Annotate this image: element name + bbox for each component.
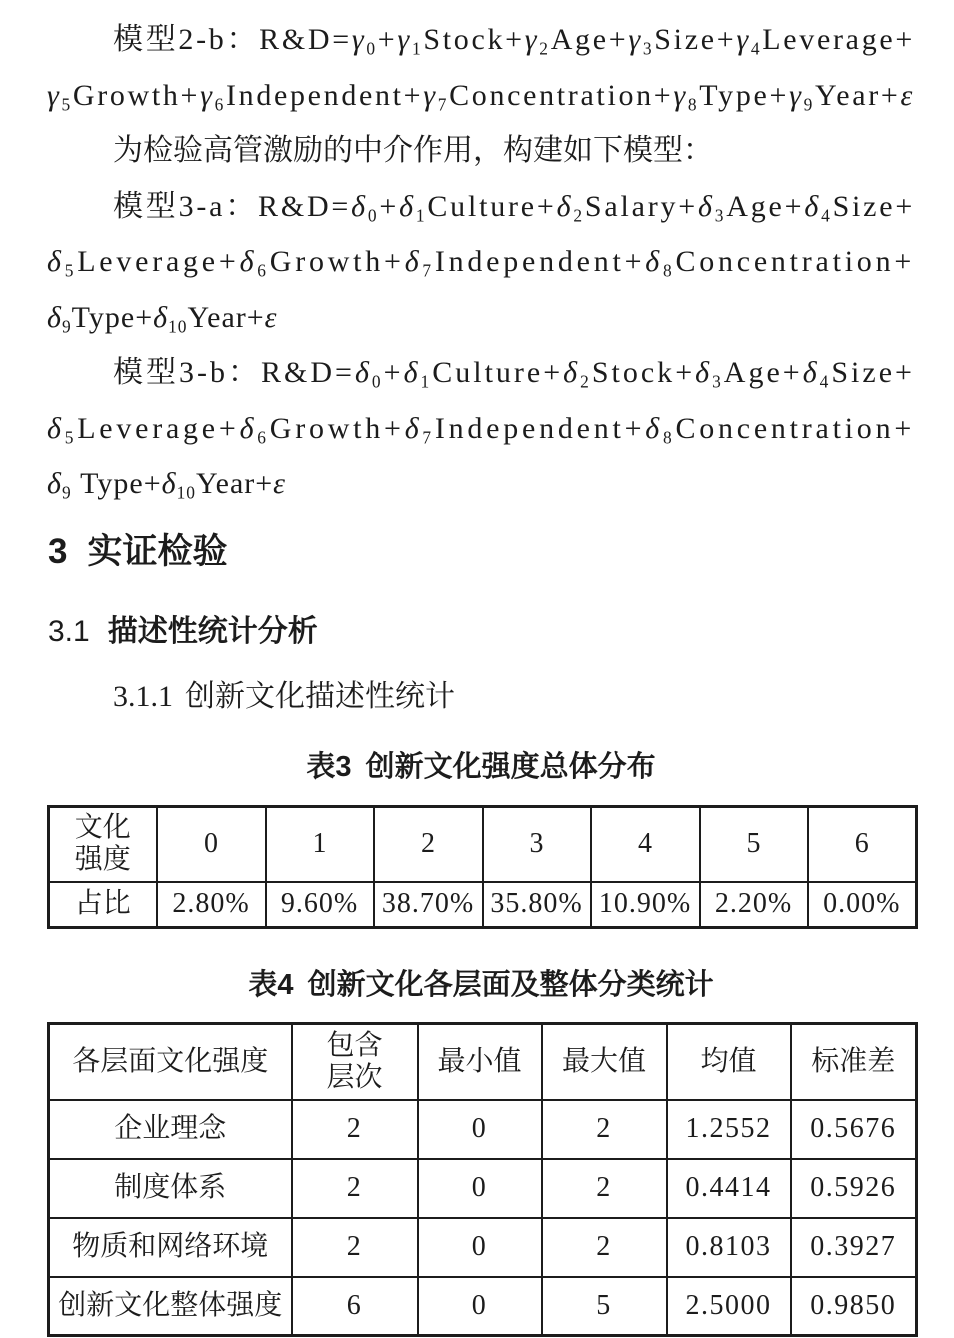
text-line	[47, 290, 915, 346]
strength-level-cell: 2	[374, 807, 483, 882]
text-run: Year+	[814, 78, 901, 112]
greek-symbol: γ	[397, 23, 412, 56]
text-run: Size+	[654, 23, 737, 56]
subscript-index: 2	[580, 371, 592, 392]
text-run: +	[383, 356, 404, 389]
line-content	[113, 12, 915, 68]
levels-cell: 2	[292, 1159, 418, 1218]
subscript-index: 3	[642, 38, 655, 59]
row-header-share: 占比	[49, 882, 157, 928]
subsection-heading	[48, 612, 318, 652]
text-run: Type+	[71, 467, 162, 500]
levels-cell: 6	[292, 1277, 418, 1336]
text-run: Culture+	[432, 356, 564, 389]
text-run: Type+	[699, 78, 790, 112]
text-line	[47, 179, 915, 235]
text-run: Concentration+	[675, 411, 916, 445]
greek-symbol: δ	[697, 189, 715, 223]
greek-symbol: ε	[900, 78, 916, 112]
table3-caption	[47, 747, 915, 787]
table4-caption	[47, 965, 915, 1005]
subscript-index: 7	[437, 94, 450, 115]
greek-symbol: δ	[404, 411, 423, 445]
culture-dimension-statistics-table	[47, 1022, 918, 1337]
mean-cell: 0.8103	[667, 1218, 791, 1277]
table4-label: 表4	[248, 969, 294, 1001]
min-cell: 0	[418, 1277, 542, 1336]
greek-symbol: γ	[628, 23, 643, 56]
greek-symbol: δ	[404, 245, 423, 278]
text-run: Size+	[832, 189, 916, 223]
greek-symbol: δ	[47, 411, 65, 445]
text-line	[47, 401, 915, 457]
subscript-index: 8	[662, 427, 676, 448]
greek-symbol: δ	[351, 189, 368, 223]
strength-level-cell: 1	[266, 807, 374, 882]
subsubsection-title: 创新文化描述性统计	[185, 680, 455, 713]
text-run: Leverage+	[77, 245, 240, 278]
text-run: Growth+	[72, 78, 201, 112]
std-cell: 0.3927	[791, 1218, 917, 1277]
table-row	[49, 1277, 917, 1336]
row-header-culture-strength: 文化 强度	[49, 807, 157, 882]
std-cell: 0.5676	[791, 1100, 917, 1159]
share-value-cell: 10.90%	[591, 882, 700, 928]
greek-symbol: γ	[524, 23, 540, 56]
text-run: Year+	[195, 467, 274, 500]
subscript-index: 7	[422, 260, 435, 281]
strength-level-cell: 3	[483, 807, 591, 882]
subscript-index: 9	[803, 94, 815, 115]
subscript-index: 2	[573, 205, 585, 226]
text-run: Concentration+	[675, 245, 916, 278]
text-run: Leverage+	[762, 23, 916, 56]
text-run: Age+	[723, 356, 803, 389]
line-content	[47, 290, 278, 346]
greek-symbol: γ	[200, 78, 215, 112]
greek-symbol: δ	[563, 356, 581, 389]
subscript-index: 4	[821, 205, 833, 226]
column-header-levels: 包含 层次	[292, 1024, 418, 1100]
subscript-index: 1	[420, 371, 433, 392]
table-header-row	[49, 807, 917, 882]
column-header-mean: 均值	[667, 1024, 791, 1100]
greek-symbol: δ	[403, 356, 421, 389]
std-cell: 0.5926	[791, 1159, 917, 1218]
text-run: 模型3-b：R&D=	[113, 356, 355, 389]
text-run: Size+	[831, 356, 915, 389]
greek-symbol: γ	[351, 23, 367, 56]
section-heading	[48, 530, 227, 574]
text-run: Culture+	[427, 189, 557, 223]
text-run: 模型3-a：R&D=	[113, 189, 352, 223]
line-content	[47, 401, 915, 457]
formula-paragraph	[47, 345, 915, 512]
share-value-cell: 35.80%	[483, 882, 591, 928]
greek-symbol: δ	[47, 467, 62, 500]
text-run: 模型2-b：R&D=	[113, 23, 352, 56]
greek-symbol: δ	[47, 245, 65, 278]
table-row	[49, 1159, 917, 1218]
subscript-index: 3	[714, 205, 727, 226]
text-run: Independent+	[434, 411, 646, 445]
table4-title: 创新文化各层面及整体分类统计	[307, 969, 714, 1001]
text-line	[47, 456, 915, 512]
greek-symbol: δ	[804, 189, 822, 223]
subscript-index: 0	[366, 38, 378, 59]
strength-level-cell: 0	[157, 807, 266, 882]
subscript-index: 10	[176, 482, 196, 503]
formula-paragraph	[47, 179, 915, 346]
subscript-index: 4	[819, 371, 832, 392]
subscript-index: 3	[712, 371, 724, 392]
text-run: Age+	[550, 23, 629, 56]
greek-symbol: δ	[239, 411, 258, 445]
greek-symbol: γ	[47, 78, 62, 112]
dimension-label: 物质和网络环境	[49, 1218, 292, 1277]
greek-symbol: δ	[47, 300, 62, 334]
column-header-std: 标准差	[791, 1024, 917, 1100]
line-content	[47, 456, 286, 512]
text-run: Year+	[187, 300, 265, 334]
share-value-cell: 2.80%	[157, 882, 266, 928]
greek-symbol: δ	[802, 356, 820, 389]
column-header-max: 最大值	[542, 1024, 667, 1100]
max-cell: 2	[542, 1159, 667, 1218]
std-cell: 0.9850	[791, 1277, 917, 1336]
greek-symbol: γ	[789, 78, 804, 112]
levels-cell: 2	[292, 1100, 418, 1159]
subscript-index: 5	[64, 427, 78, 448]
subsubsection-number: 3.1.1	[113, 680, 173, 713]
text-run: 为检验高管激励的中介作用，构建如下模型：	[113, 134, 713, 167]
subscript-index: 4	[750, 38, 763, 59]
line-content	[113, 179, 915, 235]
subscript-index: 1	[415, 205, 428, 226]
max-cell: 2	[542, 1100, 667, 1159]
strength-level-cell: 4	[591, 807, 700, 882]
section-number: 3	[48, 532, 68, 571]
table-header-row	[49, 1024, 917, 1100]
text-run: Stock+	[591, 356, 696, 389]
greek-symbol: ε	[264, 300, 278, 334]
line-content	[47, 68, 915, 124]
greek-symbol: δ	[161, 467, 177, 500]
text-run: Age+	[726, 189, 805, 223]
subscript-index: 8	[662, 260, 676, 281]
min-cell: 0	[418, 1100, 542, 1159]
column-header-min: 最小值	[418, 1024, 542, 1100]
text-run: Salary+	[584, 189, 698, 223]
greek-symbol: γ	[423, 78, 438, 112]
subscript-index: 0	[367, 205, 380, 226]
greek-symbol: δ	[556, 189, 574, 223]
greek-symbol: δ	[695, 356, 713, 389]
dimension-label: 企业理念	[49, 1100, 292, 1159]
section-title: 实证检验	[87, 532, 228, 571]
dimension-label: 创新文化整体强度	[49, 1277, 292, 1336]
text-run: Independent+	[434, 245, 646, 278]
subscript-index: 0	[371, 371, 384, 392]
subscript-index: 9	[61, 316, 72, 337]
mean-cell: 0.4414	[667, 1159, 791, 1218]
subscript-index: 5	[64, 260, 78, 281]
greek-symbol: ε	[273, 467, 286, 500]
text-run: Growth+	[269, 411, 405, 445]
max-cell: 2	[542, 1218, 667, 1277]
text-line	[47, 68, 915, 124]
text-run: Growth+	[269, 245, 405, 278]
subscript-index: 9	[61, 482, 72, 503]
line-content	[47, 234, 915, 290]
share-value-cell: 2.20%	[700, 882, 808, 928]
subscript-index: 1	[411, 38, 424, 59]
share-value-cell: 0.00%	[808, 882, 917, 928]
subsection-number: 3.1	[48, 615, 90, 648]
greek-symbol: δ	[153, 300, 169, 334]
share-value-cell: 38.70%	[374, 882, 483, 928]
subsubsection-heading	[113, 677, 455, 717]
line-content	[113, 345, 915, 401]
table-row	[49, 1218, 917, 1277]
dimension-label: 制度体系	[49, 1159, 292, 1218]
text-line	[47, 234, 915, 290]
table3-label: 表3	[306, 751, 352, 783]
subsection-title: 描述性统计分析	[107, 615, 318, 648]
mean-cell: 2.5000	[667, 1277, 791, 1336]
strength-level-cell: 6	[808, 807, 917, 882]
levels-cell: 2	[292, 1218, 418, 1277]
subscript-index: 6	[257, 427, 270, 448]
text-line	[47, 345, 915, 401]
min-cell: 0	[418, 1159, 542, 1218]
greek-symbol: δ	[239, 245, 258, 278]
text-line	[47, 12, 915, 68]
text-run: Leverage+	[77, 411, 240, 445]
text-line	[47, 123, 915, 179]
culture-strength-distribution-table	[47, 805, 918, 929]
subscript-index: 6	[257, 260, 270, 281]
max-cell: 5	[542, 1277, 667, 1336]
greek-symbol: γ	[673, 78, 688, 112]
greek-symbol: δ	[645, 245, 663, 278]
greek-symbol: δ	[645, 411, 663, 445]
subscript-index: 7	[422, 427, 435, 448]
subscript-index: 6	[214, 94, 227, 115]
text-run: Concentration+	[449, 78, 674, 112]
greek-symbol: δ	[399, 189, 416, 223]
formula-paragraph	[47, 123, 915, 179]
table-row	[49, 882, 917, 928]
table3-title: 创新文化强度总体分布	[365, 751, 656, 783]
subscript-index: 2	[539, 38, 551, 59]
text-run: Type+	[71, 300, 154, 334]
subscript-index: 8	[687, 94, 700, 115]
mean-cell: 1.2552	[667, 1100, 791, 1159]
greek-symbol: γ	[736, 23, 751, 56]
greek-symbol: δ	[354, 356, 372, 389]
share-value-cell: 9.60%	[266, 882, 374, 928]
min-cell: 0	[418, 1218, 542, 1277]
model-formulas	[47, 12, 915, 512]
text-run: Stock+	[423, 23, 525, 56]
text-run: +	[379, 189, 400, 223]
formula-paragraph	[47, 12, 915, 123]
text-run: +	[377, 23, 398, 56]
column-header-dimension: 各层面文化强度	[49, 1024, 292, 1100]
subscript-index: 5	[61, 94, 73, 115]
strength-level-cell: 5	[700, 807, 808, 882]
text-run: Independent+	[226, 78, 424, 112]
table-row	[49, 1100, 917, 1159]
subscript-index: 10	[168, 316, 188, 337]
line-content	[113, 123, 713, 179]
